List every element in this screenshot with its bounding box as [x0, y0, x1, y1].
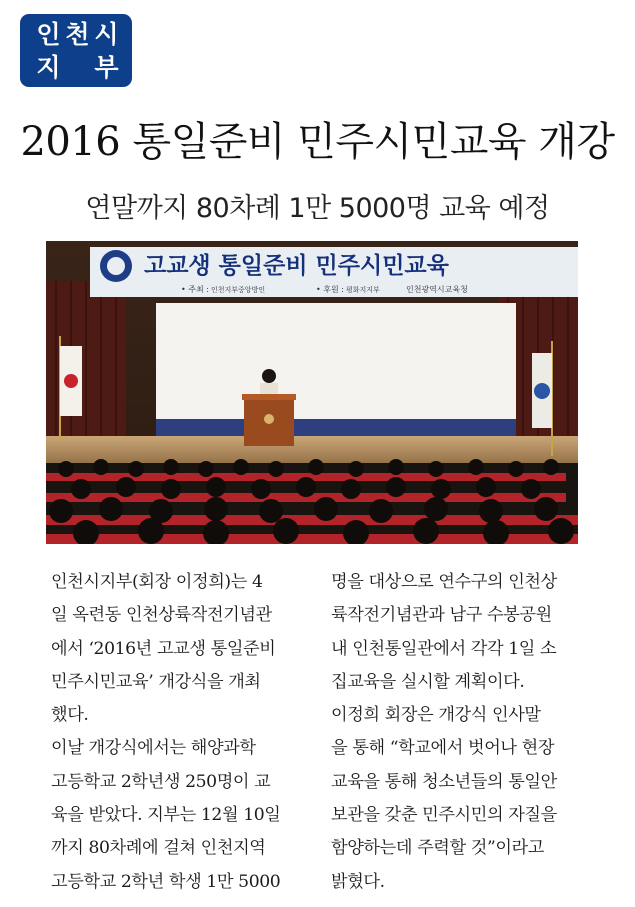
article-body-left-column — [51, 566, 306, 899]
article-line: 교육을 통해 청소년들의 통일안 — [331, 771, 557, 792]
article-line: 명을 대상으로 연수구의 인천상 — [331, 572, 557, 592]
podium-emblem-icon — [264, 414, 274, 424]
banner-sponsor-1: 평화지지부 — [346, 286, 380, 294]
banner-sponsor-2: 인천광역시교육청 — [406, 285, 468, 294]
audience-seats — [46, 459, 578, 544]
section-badge — [20, 14, 132, 87]
article-line: 을 통해 “학교에서 벗어나 현장 — [331, 738, 555, 759]
section-badge-char: 부 — [94, 53, 119, 82]
article-subheadline: 연말까지 80차례 1만 5000명 교육 예정 — [85, 193, 550, 224]
article-line: 까지 80차례에 걸쳐 인천지역 — [51, 838, 266, 859]
banner-title: 고교생 통일준비 민주시민교육 — [144, 253, 449, 279]
article-line: 인천시지부(회장 이정희)는 4 — [51, 572, 263, 592]
section-badge-char: 지 — [36, 53, 61, 82]
section-badge-char: 인 — [36, 20, 61, 49]
section-badge-char: 시 — [94, 20, 119, 49]
banner-sponsor-label: • 후원 : — [316, 285, 344, 294]
section-badge-line-1 — [34, 18, 132, 51]
projection-screen — [156, 303, 516, 423]
article-line: 했다. — [51, 705, 89, 726]
article-line: 이날 개강식에서는 해양과학 — [51, 738, 256, 759]
article-line: 육을 받았다. 지부는 12월 10일 — [51, 805, 281, 826]
article-line: 이정희 회장은 개강식 인사말 — [331, 705, 541, 726]
banner-host: 인천지부중앙방인 — [211, 286, 266, 294]
banner-host-label: • 주최 : — [181, 285, 209, 294]
article-line: 밝혔다. — [331, 871, 385, 892]
section-badge-char: 천 — [65, 20, 90, 49]
article-line: 집교육을 실시할 계획이다. — [331, 671, 525, 692]
article-photo — [46, 241, 578, 544]
article-line: 에서 ‘2016년 고교생 통일준비 — [51, 638, 276, 659]
article-line: 고등학교 2학년 학생 1만 5000 — [51, 871, 281, 892]
article-body-right-column — [331, 566, 586, 899]
article-line: 륙작전기념관과 남구 수봉공원 — [331, 605, 552, 626]
article-line: 내 인천통일관에서 각각 1일 소 — [331, 638, 557, 659]
article-headline: 2016 통일준비 민주시민교육 개강 — [20, 119, 615, 165]
article-line: 일 옥련동 인천상륙작전기념관 — [51, 605, 272, 626]
article-line: 함양하는데 주력할 것”이라고 — [331, 838, 544, 859]
article-line: 보관을 갖춘 민주시민의 자질을 — [331, 805, 557, 826]
article-line: 고등학교 2학년생 250명이 교 — [51, 771, 271, 792]
section-badge-line-2 — [34, 51, 132, 84]
article-line: 민주시민교육’ 개강식을 개최 — [51, 671, 261, 692]
speaker-head — [262, 369, 276, 383]
